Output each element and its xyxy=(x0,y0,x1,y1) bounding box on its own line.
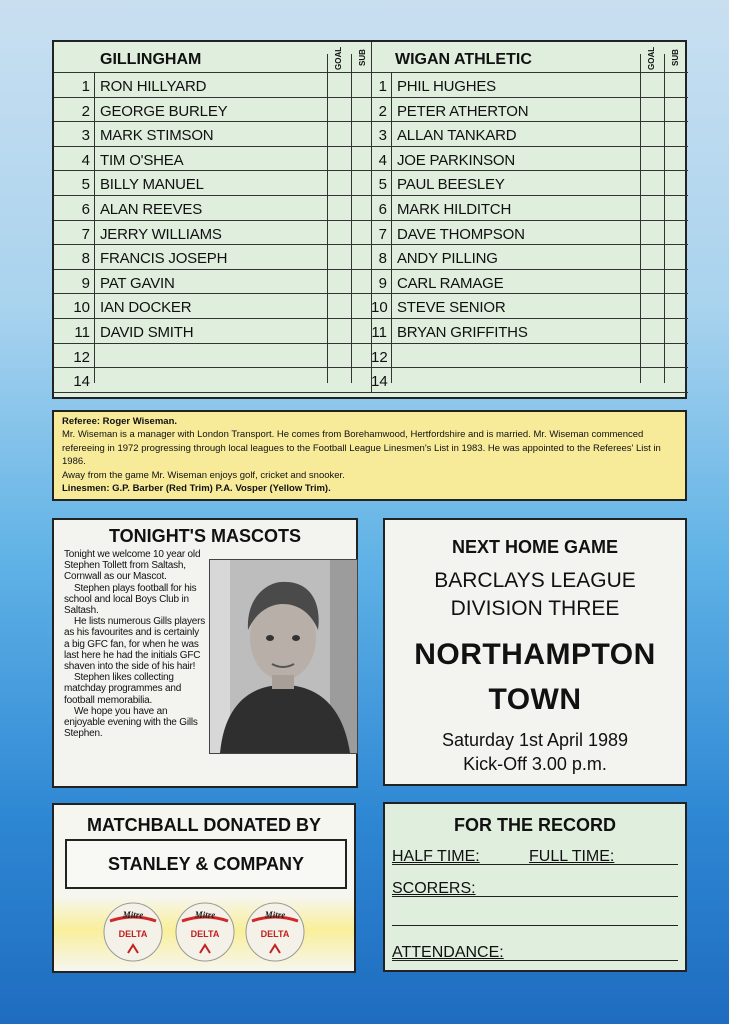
player-name: CARL RAMAGE xyxy=(397,274,504,292)
shirt-number: 6 xyxy=(378,200,387,218)
away-team-name: WIGAN ATHLETIC xyxy=(395,51,532,68)
player-name: BILLY MANUEL xyxy=(100,176,204,194)
shirt-number: 1 xyxy=(81,78,90,95)
next-game-opponent xyxy=(385,632,685,722)
mascots-panel xyxy=(52,518,358,788)
home-sub-column-label: SUB xyxy=(358,49,367,67)
mascots-text xyxy=(64,549,206,739)
player-name: BRYAN GRIFFITHS xyxy=(397,323,528,341)
next-game-date: Saturday 1st April 1989 xyxy=(441,730,629,750)
player-name: ANDY PILLING xyxy=(397,250,498,268)
home-sub-divider xyxy=(351,54,352,383)
shirt-number: 5 xyxy=(81,176,90,194)
shirt-number: 11 xyxy=(74,323,90,341)
record-title: FOR THE RECORD xyxy=(454,815,616,835)
away-goal-column-label: GOAL xyxy=(647,46,656,70)
player-name: PAT GAVIN xyxy=(100,274,175,292)
matchball-title: MATCHBALL DONATED BY xyxy=(87,815,321,835)
next-game-league xyxy=(385,567,685,623)
player-name: DAVE THOMPSON xyxy=(397,225,525,243)
shirt-number: 7 xyxy=(378,225,387,243)
mascot-paragraph: We hope you have an enjoyable evening with the Gills Stephen. xyxy=(64,705,198,740)
player-name: ALAN REEVES xyxy=(100,200,203,218)
scorers-line-1 xyxy=(392,896,678,897)
player-name: IAN DOCKER xyxy=(100,299,192,317)
ball-brand: Mitre xyxy=(194,910,216,920)
referee-heading: Referee: Roger Wiseman. xyxy=(62,416,178,427)
football-icon xyxy=(244,901,306,963)
away-number-divider xyxy=(391,72,392,383)
half-time-line xyxy=(392,864,678,865)
shirt-number: 1 xyxy=(378,78,387,95)
player-name: GEORGE BURLEY xyxy=(100,102,228,120)
ball-brand: Mitre xyxy=(264,910,286,920)
linesmen-line: Linesmen: G.P. Barber (Red Trim) P.A. Vosper (Yellow Trim). xyxy=(62,483,331,495)
half-time-label: HALF TIME: xyxy=(392,848,480,865)
shirt-number: 10 xyxy=(73,299,90,317)
shirt-number: 5 xyxy=(378,176,387,194)
shirt-number: 3 xyxy=(81,127,90,145)
shirt-number: 6 xyxy=(81,200,90,218)
player-row xyxy=(54,294,371,319)
player-name: PETER ATHERTON xyxy=(397,102,529,120)
shirt-number: 12 xyxy=(73,348,90,366)
player-row xyxy=(54,122,371,147)
mascot-portrait-icon xyxy=(210,560,357,753)
shirt-number: 4 xyxy=(378,151,387,169)
referee-panel xyxy=(52,410,687,501)
shirt-number: 2 xyxy=(81,102,90,120)
for-the-record-panel xyxy=(383,802,687,972)
player-row xyxy=(54,245,371,270)
full-time-label: FULL TIME: xyxy=(529,848,615,865)
player-name: JERRY WILLIAMS xyxy=(100,225,222,243)
player-name: PAUL BEESLEY xyxy=(397,176,505,194)
shirt-number: 14 xyxy=(371,373,388,391)
ball-model: DELTA xyxy=(190,929,220,939)
home-team xyxy=(54,42,371,393)
player-name: STEVE SENIOR xyxy=(397,299,506,317)
attendance-line xyxy=(392,960,678,961)
player-row xyxy=(54,147,371,172)
shirt-number: 11 xyxy=(371,323,387,341)
shirt-number: 2 xyxy=(378,102,387,120)
player-name: FRANCIS JOSEPH xyxy=(100,250,228,268)
player-row xyxy=(54,73,371,98)
player-name: MARK STIMSON xyxy=(100,127,214,145)
away-sub-divider xyxy=(664,54,665,383)
opponent-line-1: NORTHAMPTON xyxy=(414,638,656,671)
shirt-number: 14 xyxy=(73,373,90,391)
player-row xyxy=(54,171,371,196)
scorers-label: SCORERS: xyxy=(392,880,476,897)
player-name: TIM O'SHEA xyxy=(100,151,184,169)
player-name: JOE PARKINSON xyxy=(397,151,515,169)
next-game-date-block xyxy=(385,728,685,776)
shirt-number: 12 xyxy=(371,348,388,366)
away-goal-divider xyxy=(640,54,641,383)
player-row xyxy=(54,196,371,221)
referee-hobbies: Away from the game Mr. Wiseman enjoys golf, cricket and snooker. xyxy=(62,469,345,481)
home-number-divider xyxy=(94,72,95,383)
home-team-name: GILLINGHAM xyxy=(100,51,202,68)
league-line-2: DIVISION THREE xyxy=(450,597,620,620)
shirt-number: 7 xyxy=(81,225,90,243)
attendance-label: ATTENDANCE: xyxy=(392,944,504,961)
opponent-line-2: TOWN xyxy=(488,683,582,716)
football-icon xyxy=(174,901,236,963)
player-row xyxy=(54,98,371,123)
player-row xyxy=(54,368,371,393)
referee-bio: Mr. Wiseman is a manager with London Transport. He comes from Borehamwood, Hertfordshire and is married. Mr. Wiseman commenced refereeing in 1972 progressing through local leagues to the Football League Linesmen's List in 1983. He was appointed to the Referees' List in 1986. xyxy=(62,429,661,468)
away-team xyxy=(371,42,688,393)
player-row xyxy=(54,319,371,344)
player-row xyxy=(54,344,371,369)
next-game-title: NEXT HOME GAME xyxy=(451,537,618,557)
mascot-paragraph: Stephen likes collecting matchday programmes and football memorabilia. xyxy=(64,672,182,706)
matchball-sponsor: STANLEY & COMPANY xyxy=(65,839,347,889)
player-name: DAVID SMITH xyxy=(100,323,194,341)
home-team-header xyxy=(54,42,371,73)
player-name: PHIL HUGHES xyxy=(397,78,496,95)
player-name: RON HILLYARD xyxy=(100,78,207,95)
shirt-number: 9 xyxy=(378,274,387,292)
league-line-1: BARCLAYS LEAGUE xyxy=(434,569,636,592)
football-icon xyxy=(102,901,164,963)
home-goal-divider xyxy=(327,54,328,383)
scorers-line-2 xyxy=(392,925,678,926)
player-row xyxy=(54,221,371,246)
home-player-list xyxy=(54,73,371,393)
player-row xyxy=(54,270,371,295)
mascot-paragraph: Stephen plays football for his school and local Boys Club in Saltash. xyxy=(64,582,197,617)
player-name: MARK HILDITCH xyxy=(397,200,512,218)
away-sub-column-label: SUB xyxy=(671,49,680,67)
mascot-photo xyxy=(209,559,358,754)
mascots-title: TONIGHT'S MASCOTS xyxy=(109,526,301,546)
home-goal-column-label: GOAL xyxy=(334,46,343,70)
ball-brand: Mitre xyxy=(122,910,144,920)
shirt-number: 8 xyxy=(81,250,90,268)
player-name: ALLAN TANKARD xyxy=(397,127,517,145)
shirt-number: 4 xyxy=(81,151,90,169)
shirt-number: 10 xyxy=(371,299,388,317)
shirt-number: 8 xyxy=(378,250,387,268)
ball-model: DELTA xyxy=(118,929,148,939)
shirt-number: 9 xyxy=(81,274,90,292)
team-sheet xyxy=(52,40,687,399)
next-game-kickoff: Kick-Off 3.00 p.m. xyxy=(463,754,607,774)
next-home-game-panel xyxy=(383,518,687,786)
matchball-panel xyxy=(52,803,356,973)
mascot-paragraph: Tonight we welcome 10 year old Stephen Tollett from Saltash, Cornwall as our Mascot. xyxy=(64,549,201,583)
away-left-border xyxy=(371,42,372,393)
shirt-number: 3 xyxy=(378,127,387,145)
ball-model: DELTA xyxy=(260,929,290,939)
mascot-paragraph: He lists numerous Gills players as his favourites and is certainly a big GFC fan, for when he was last here he had the initials GFC shaven into the side of his hair! xyxy=(64,616,206,673)
